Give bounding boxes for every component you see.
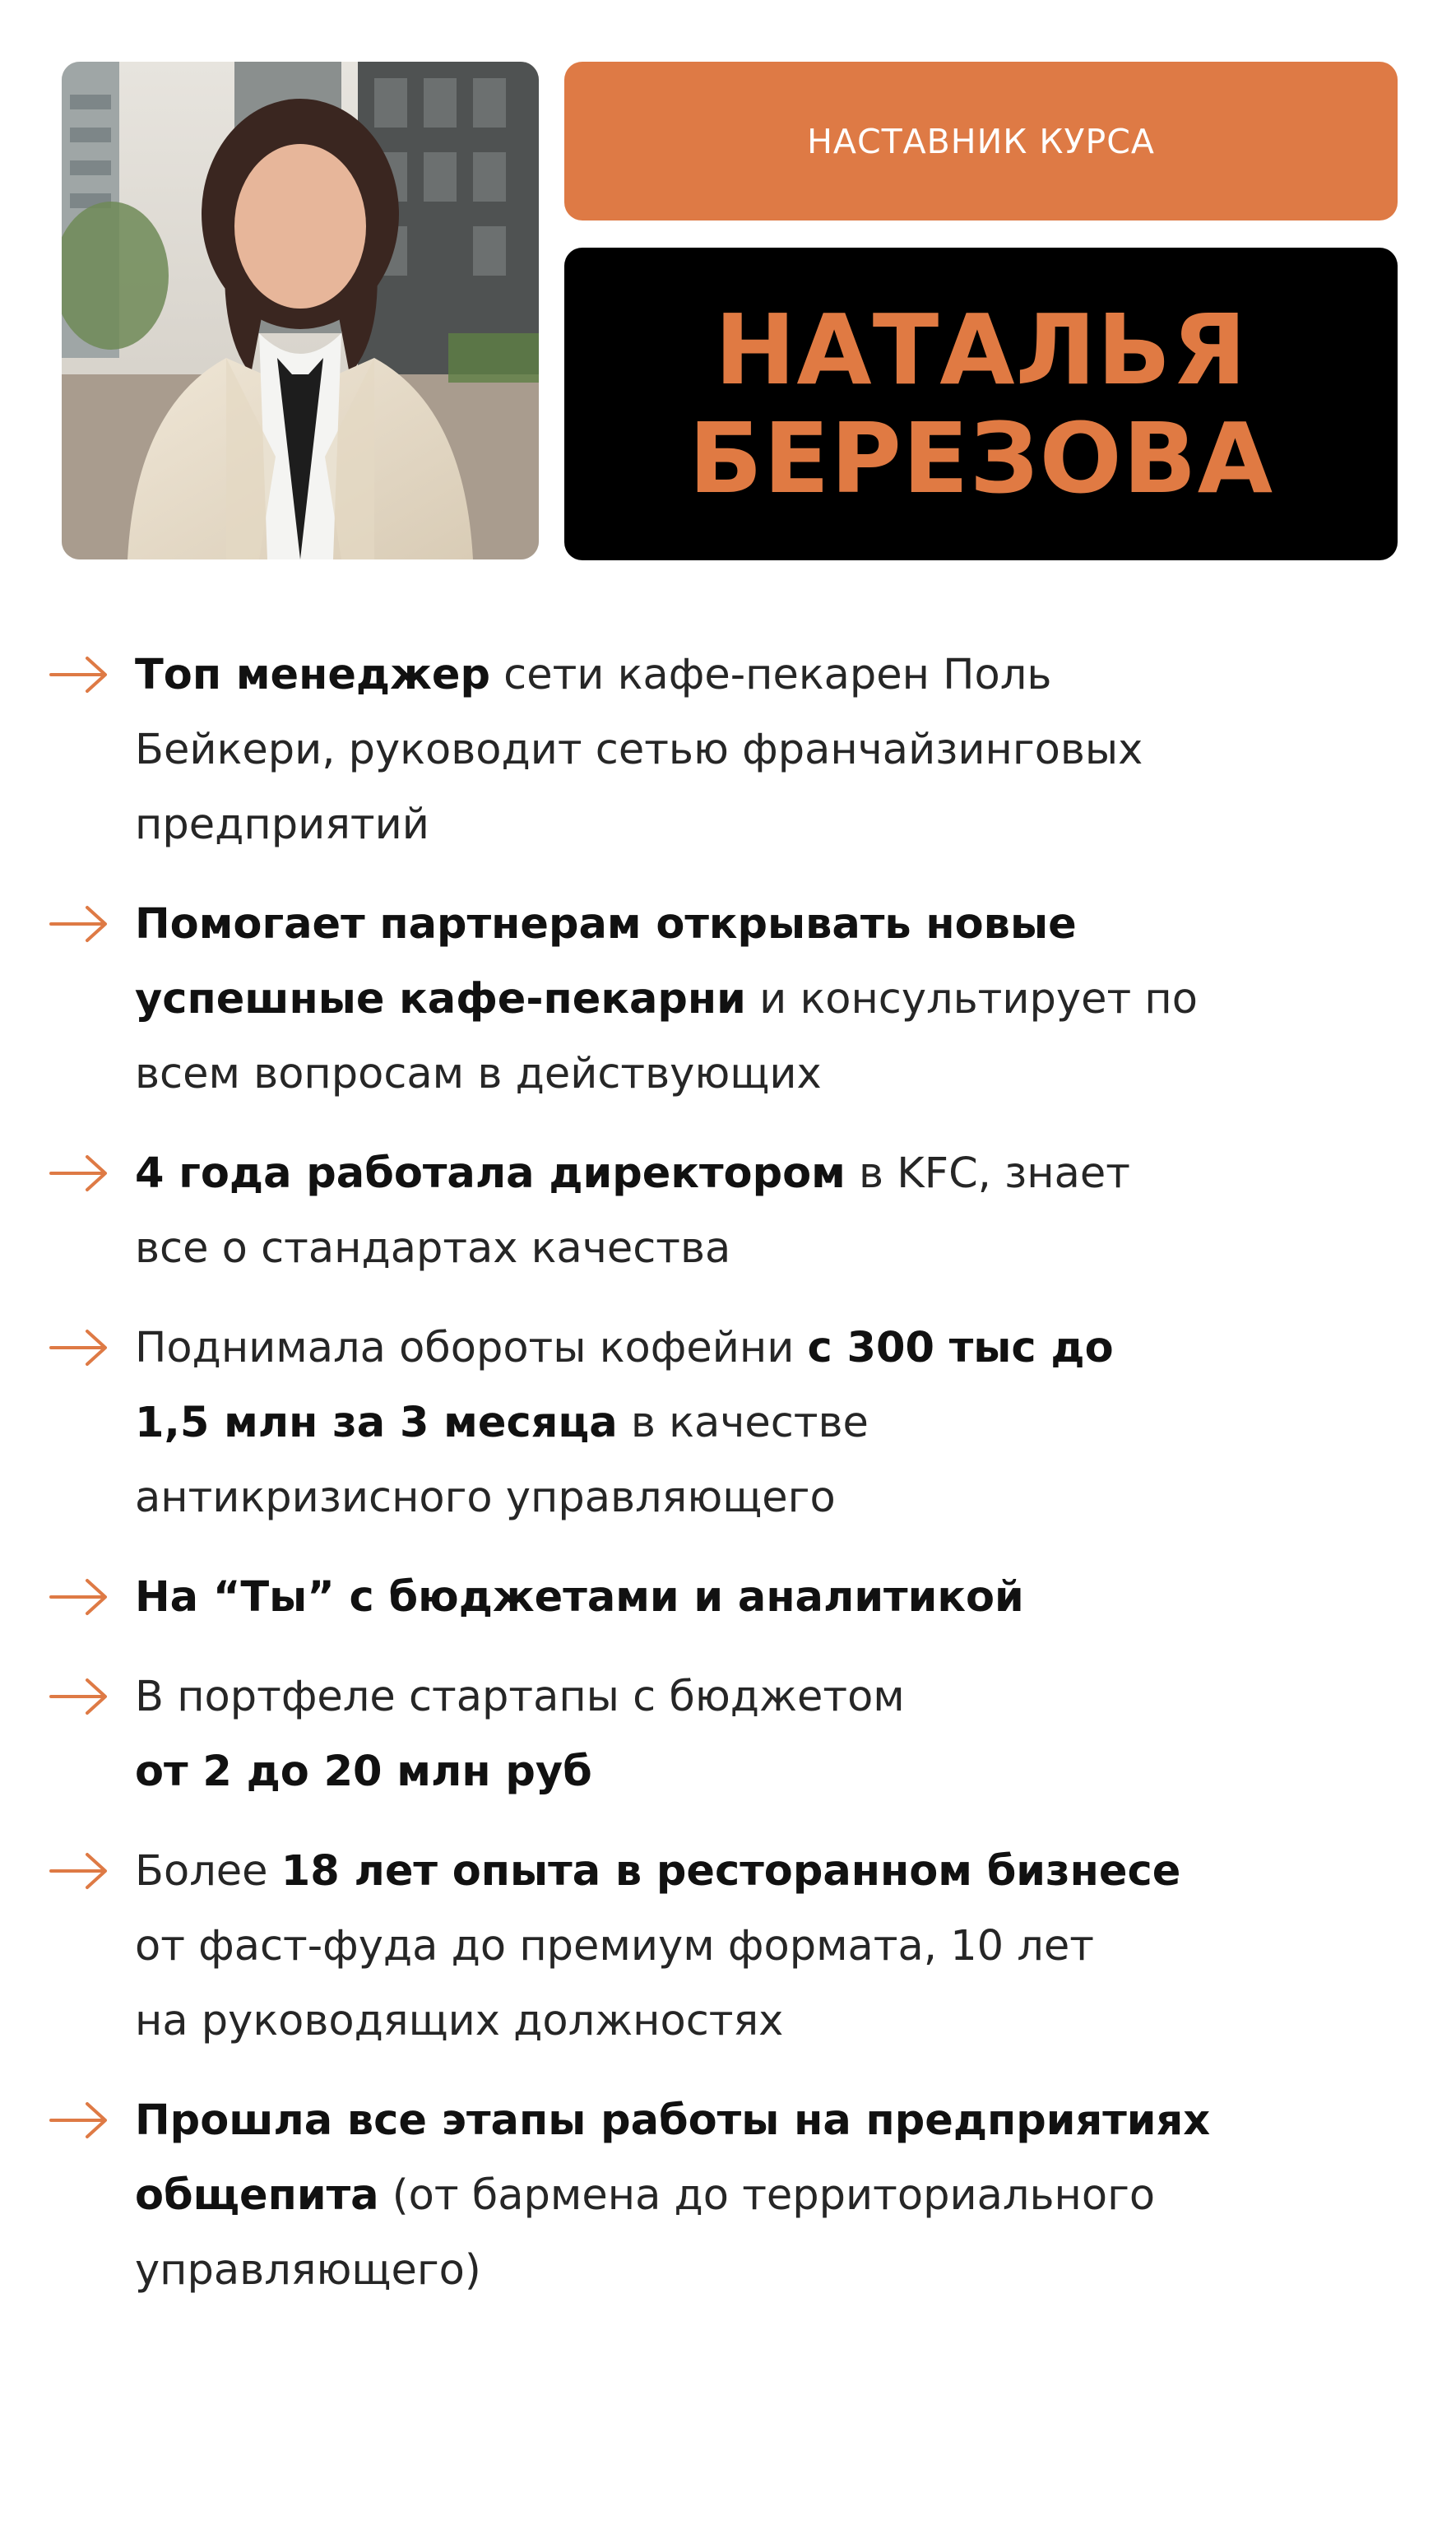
arrow-right-icon [49,1578,109,1616]
list-item-line [135,2083,1423,2158]
list-item-line [135,1734,1423,1809]
name-card [564,248,1398,560]
list-item [0,638,1456,862]
bold-text: 4 года работала директором [135,1149,846,1198]
regular-text: на руководящих должностях [135,1997,784,2045]
bold-text: от 2 до 20 млн руб [135,1748,592,1796]
regular-text: Более [135,1847,281,1896]
bold-text: 1,5 млн за 3 месяца [135,1399,618,1447]
bold-text: На “Ты” с бюджетами и аналитикой [135,1573,1024,1622]
bold-text: 18 лет опыта в ресторанном бизнесе [281,1847,1181,1896]
list-item [0,2083,1456,2308]
list-item [0,1136,1456,1286]
list-item-line [135,787,1423,862]
list-item-line [135,1136,1423,1211]
regular-text: в качестве [617,1399,869,1447]
bold-text: успешные кафе-пекарни [135,975,746,1024]
list-item-line [135,887,1423,962]
list-item-line [135,1834,1423,1909]
role-label: НАСТАВНИК КУРСА [807,121,1155,161]
list-item-line [135,1211,1423,1286]
bold-text: с 300 тыс до [807,1324,1114,1372]
regular-text: от фаст-фуда до премиум формата, 10 лет [135,1922,1094,1971]
list-item-line [135,1386,1423,1460]
regular-text: Бейкери, руководит сетью франчайзинговых [135,726,1143,774]
list-item [0,887,1456,1112]
regular-text: сети кафе-пекарен Поль [489,651,1052,699]
arrow-right-icon [49,1852,109,1890]
regular-text: управляющего) [135,2246,481,2295]
list-item-line [135,2233,1423,2308]
mentor-portrait-image [62,62,539,559]
list-item [0,1311,1456,1535]
name-last: БЕРЕЗОВА [688,402,1274,515]
list-item [0,1560,1456,1635]
list-item-line [135,713,1423,787]
list-item-line [135,638,1423,713]
regular-text: все о стандартах качества [135,1224,731,1273]
bold-text: Топ менеджер [135,651,490,699]
mentor-photo [62,62,539,559]
arrow-right-icon [49,1329,109,1367]
list-item-line [135,1560,1423,1635]
arrow-right-icon [49,2101,109,2139]
arrow-right-icon [49,1154,109,1192]
list-item-line [135,1984,1423,2059]
list-item-line [135,1909,1423,1984]
role-badge [564,62,1398,221]
regular-text: В портфеле стартапы с бюджетом [135,1673,905,1721]
bold-text: общепита [135,2171,379,2220]
regular-text: и консультирует по [745,975,1198,1024]
list-item [0,1660,1456,1809]
list-item-line [135,1311,1423,1386]
list-item-line [135,1460,1423,1535]
arrow-right-icon [49,656,109,694]
bold-text: Прошла все этапы работы на предприятиях [135,2096,1211,2145]
list-item-line [135,962,1423,1037]
arrow-right-icon [49,905,109,943]
name-first: НАТАЛЬЯ [714,293,1248,406]
regular-text: Поднимала обороты кофейни [135,1324,808,1372]
list-item-line [135,1660,1423,1734]
bold-text: Помогает партнерам открывать новые [135,900,1077,949]
regular-text: предприятий [135,801,429,849]
achievements-list [0,638,1456,2333]
regular-text: антикризисного управляющего [135,1474,836,1522]
regular-text: всем вопросам в действующих [135,1050,822,1098]
list-item-line [135,2158,1423,2233]
arrow-right-icon [49,1678,109,1715]
regular-text: в KFC, знает [845,1149,1130,1198]
regular-text: (от бармена до территориального [378,2171,1156,2220]
list-item-line [135,1037,1423,1112]
list-item [0,1834,1456,2059]
